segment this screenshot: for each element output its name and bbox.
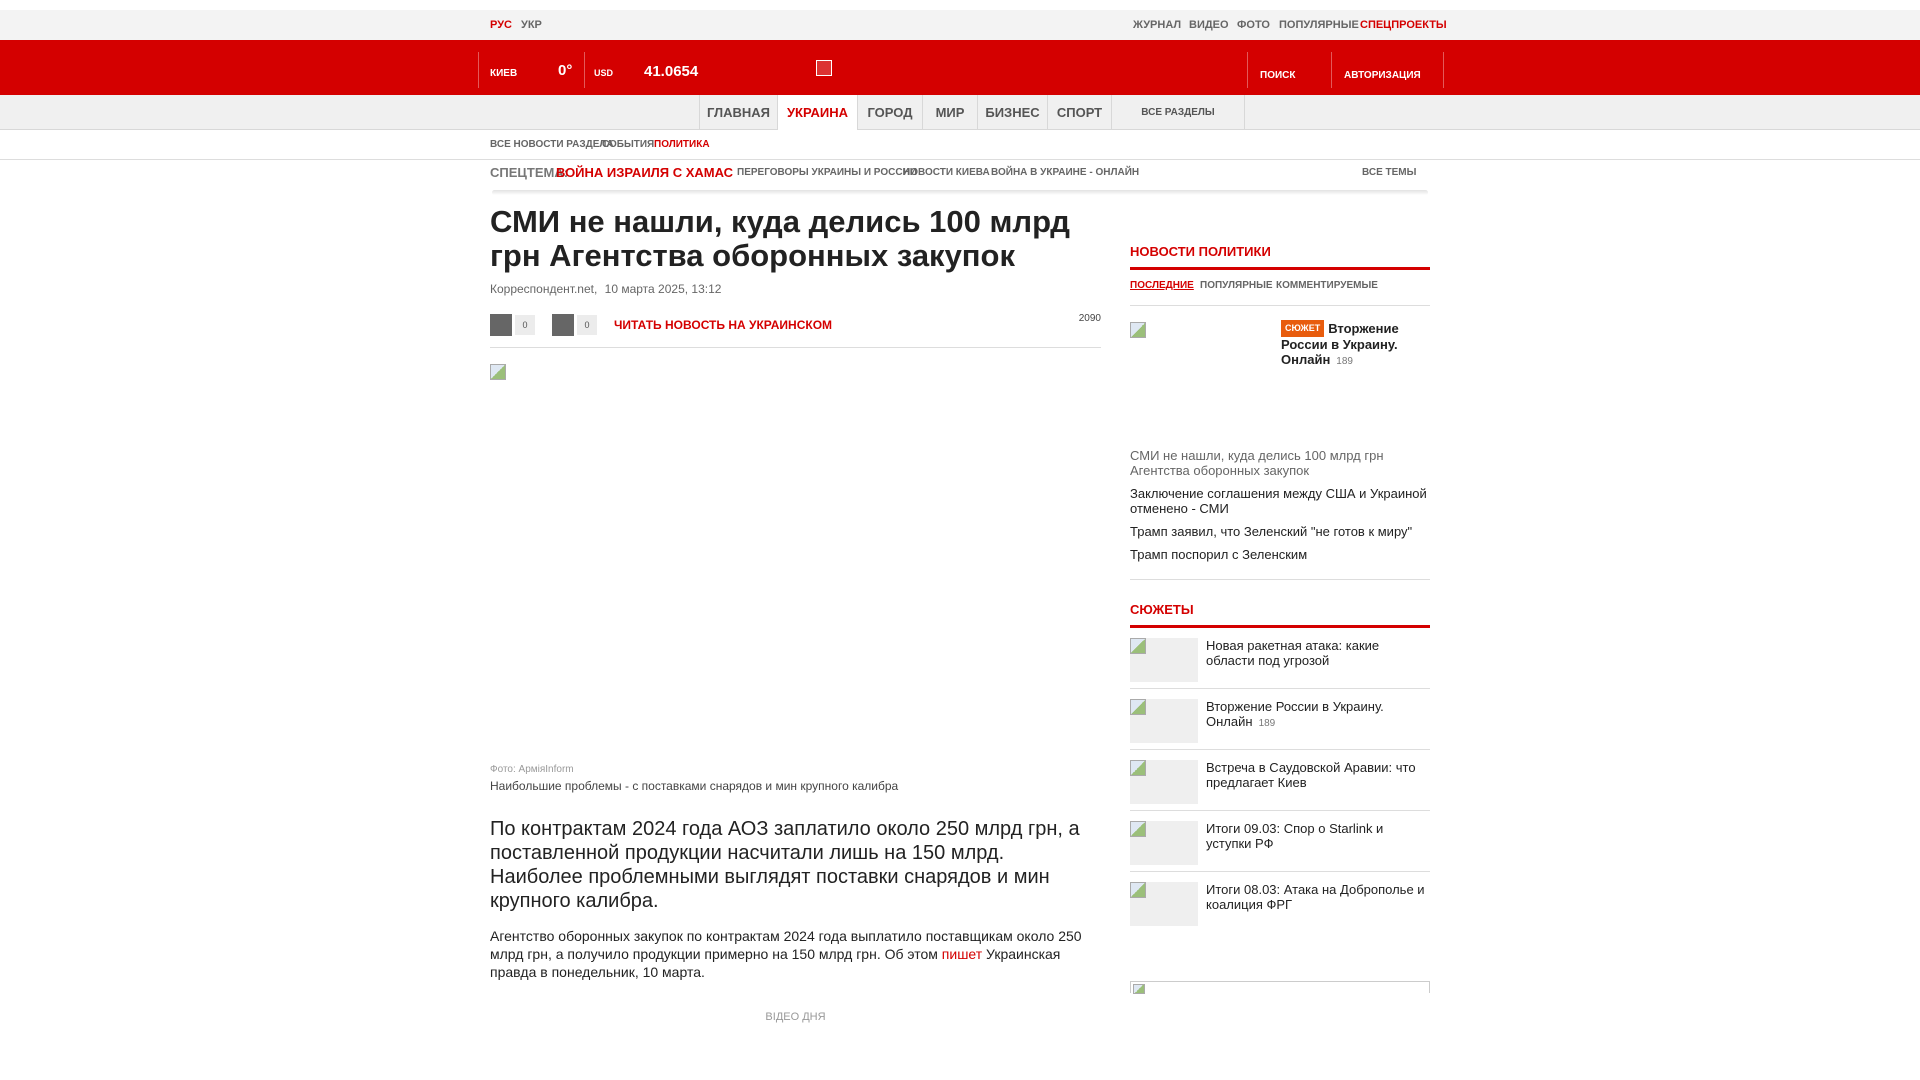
story-item[interactable] [1130, 872, 1430, 933]
article-body [490, 927, 1101, 981]
broken-image-icon [490, 364, 506, 380]
lang-ua-link[interactable]: УКР [521, 19, 542, 31]
header-divider [1247, 52, 1248, 88]
article-title: СМИ не нашли, куда делись 100 млрд грн Агентства оборонных закупок [490, 204, 1070, 273]
politics-news-heading: НОВОСТИ ПОЛИТИКИ [1130, 244, 1271, 259]
story-thumbnail[interactable] [1130, 882, 1198, 926]
broken-image-icon [1133, 984, 1145, 994]
story-title-text[interactable]: Новая ракетная атака: какие области под угрозой [1206, 638, 1380, 668]
nav-all-sections[interactable]: ВСЕ РАЗДЕЛЫ [1111, 95, 1245, 130]
nav-sport[interactable]: СПОРТ [1047, 95, 1111, 130]
photo-credit: Фото: АрміяInform [490, 764, 574, 775]
header-divider [1443, 52, 1444, 88]
topic-war-online-link[interactable]: ВОЙНА В УКРАИНЕ - ОНЛАЙН [991, 167, 1140, 178]
read-in-ukrainian-link[interactable]: ЧИТАТЬ НОВОСТЬ НА УКРАИНСКОМ [614, 318, 833, 332]
header-divider [1331, 52, 1332, 88]
section-subnav [0, 131, 1920, 160]
story-item[interactable] [1130, 811, 1430, 872]
top-utility-bar [0, 10, 1920, 40]
special-topics-bar [490, 160, 1430, 194]
share-facebook-icon[interactable] [490, 314, 512, 336]
subnav-all-news[interactable]: ВСЕ НОВОСТИ РАЗДЕЛА [490, 139, 614, 150]
tab-popular[interactable]: ПОПУЛЯРНЫЕ [1200, 280, 1273, 291]
special-topic-label: СПЕЦТЕМА: [490, 165, 569, 180]
special-projects-link[interactable]: СПЕЦПРОЕКТЫ [1360, 19, 1447, 31]
news-item[interactable]: Трамп поспорил с Зеленским [1130, 547, 1308, 562]
story-title[interactable] [1206, 821, 1430, 853]
body-text: Агентство оборонных закупок по контрактам 2024 года выплатило поставщикам около 250 млрд грн, а получило продукции примерно на 150 млрд грн. Об этом [490, 928, 1082, 962]
sidebar [1130, 244, 1430, 933]
share-telegram-icon[interactable] [552, 314, 574, 336]
news-list-divider [1130, 562, 1430, 580]
subnav-politics[interactable]: ПОЛИТИКА [654, 139, 710, 150]
comment-count: 189 [1258, 718, 1276, 729]
story-thumbnail[interactable] [1130, 699, 1198, 743]
featured-story-title[interactable]: Вторжение России в Украину. Онлайн [1281, 321, 1399, 367]
main-navigation [0, 95, 1920, 130]
article [490, 205, 1101, 1023]
story-title[interactable] [1206, 638, 1430, 670]
topics-divider [492, 190, 1428, 195]
view-count: 2090 [1078, 313, 1101, 324]
story-title-text[interactable]: Вторжение России в Украину. Онлайн [1206, 699, 1384, 729]
site-header [0, 40, 1920, 95]
subnav-events[interactable]: СОБЫТИЯ [602, 139, 655, 150]
news-item[interactable]: СМИ не нашли, куда делись 100 млрд грн Агентства оборонных закупок [1130, 448, 1384, 478]
story-thumbnail[interactable] [1130, 638, 1198, 682]
broken-image-icon [1130, 760, 1146, 776]
article-source: Корреспондент.net, [490, 282, 598, 296]
nav-ukraine[interactable]: УКРАИНА [777, 95, 857, 130]
story-title-text[interactable]: Итоги 09.03: Спор о Starlink и уступки РФ [1206, 821, 1384, 851]
news-item[interactable]: Трамп заявил, что Зеленский "не готов к миру" [1130, 524, 1413, 539]
lang-ru-link[interactable]: РУС [490, 19, 512, 31]
broken-image-icon [1130, 882, 1146, 898]
header-divider [584, 52, 585, 88]
weather-temp: 0° [558, 62, 573, 79]
article-photo [490, 364, 1101, 754]
story-title[interactable] [1206, 760, 1430, 792]
story-title-text[interactable]: Итоги 08.03: Атака на Доброполье и коалиция ФРГ [1206, 882, 1425, 912]
story-item[interactable] [1130, 750, 1430, 811]
share-count: 0 [515, 315, 535, 335]
topic-kyiv-news-link[interactable]: НОВОСТИ КИЕВА [903, 167, 990, 178]
story-thumbnail[interactable] [1130, 821, 1198, 865]
nav-city[interactable]: ГОРОД [857, 95, 922, 130]
broken-image-icon [1130, 821, 1146, 837]
photo-link[interactable]: ФОТО [1237, 19, 1270, 31]
popular-link[interactable]: ПОПУЛЯРНЫЕ [1279, 19, 1359, 31]
share-count: 0 [577, 315, 597, 335]
ad-banner[interactable] [1130, 981, 1430, 993]
tab-most-commented[interactable]: КОММЕНТИРУЕМЫЕ [1276, 280, 1378, 291]
video-link[interactable]: ВИДЕО [1189, 19, 1229, 31]
story-item[interactable] [1130, 689, 1430, 750]
broken-image-icon [1130, 322, 1146, 338]
journal-link[interactable]: ЖУРНАЛ [1133, 19, 1182, 31]
photo-caption: Наибольшие проблемы - с поставками снарядов и мин крупного калибра [490, 779, 899, 793]
featured-story[interactable] [1130, 320, 1430, 440]
nav-world[interactable]: МИР [922, 95, 977, 130]
broken-image-icon [1130, 699, 1146, 715]
broken-image-icon [1130, 638, 1146, 654]
body-text: Украинская правда в понедельник, 10 марта. [490, 946, 1061, 980]
news-item[interactable]: Заключение соглашения между США и Украиной отменено - СМИ [1130, 486, 1427, 516]
nav-business[interactable]: БИЗНЕС [977, 95, 1047, 130]
search-button[interactable]: ПОИСК [1260, 70, 1296, 81]
stories-heading: СЮЖЕТЫ [1130, 602, 1194, 617]
tab-latest[interactable]: ПОСЛЕДНИЕ [1130, 280, 1194, 291]
featured-story-text[interactable] [1281, 320, 1431, 369]
comment-count: 189 [1336, 356, 1353, 367]
news-tabs [1130, 270, 1430, 306]
site-logo-icon[interactable] [816, 60, 832, 76]
article-lead: По контрактам 2024 года АОЗ заплатило около 250 млрд грн, а поставленной продукции насчитали лишь на 150 млрд. Наиболее проблемными выглядят поставки снарядов и мин крупного калибра. [490, 818, 1080, 912]
article-meta [490, 282, 1101, 296]
header-divider [478, 52, 479, 88]
login-button[interactable]: АВТОРИЗАЦИЯ [1344, 70, 1421, 81]
topic-negotiations-link[interactable]: ПЕРЕГОВОРЫ УКРАИНЫ И РОССИИ [737, 167, 917, 178]
all-topics-link[interactable]: ВСЕ ТЕМЫ [1362, 167, 1417, 178]
source-link[interactable]: пишет [941, 946, 983, 962]
article-date: 10 марта 2025, 13:12 [604, 282, 722, 296]
story-item[interactable] [1130, 628, 1430, 689]
story-badge: СЮЖЕТ [1281, 320, 1324, 337]
weather-city: КИЕВ [490, 68, 518, 79]
share-bar [490, 308, 1101, 348]
currency-label: USD [594, 68, 614, 78]
story-thumbnail[interactable] [1130, 760, 1198, 804]
video-of-the-day-label: ВІДЕО ДНЯ [765, 1011, 826, 1023]
special-topic-link[interactable]: ВОЙНА ИЗРАИЛЯ С ХАМАС [556, 165, 734, 180]
nav-home[interactable]: ГЛАВНАЯ [699, 95, 777, 130]
story-title[interactable] [1206, 699, 1430, 731]
story-title[interactable] [1206, 882, 1430, 914]
currency-rate: 41.0654 [644, 63, 699, 80]
story-title-text[interactable]: Встреча в Саудовской Аравии: что предлагает Киев [1206, 760, 1416, 790]
